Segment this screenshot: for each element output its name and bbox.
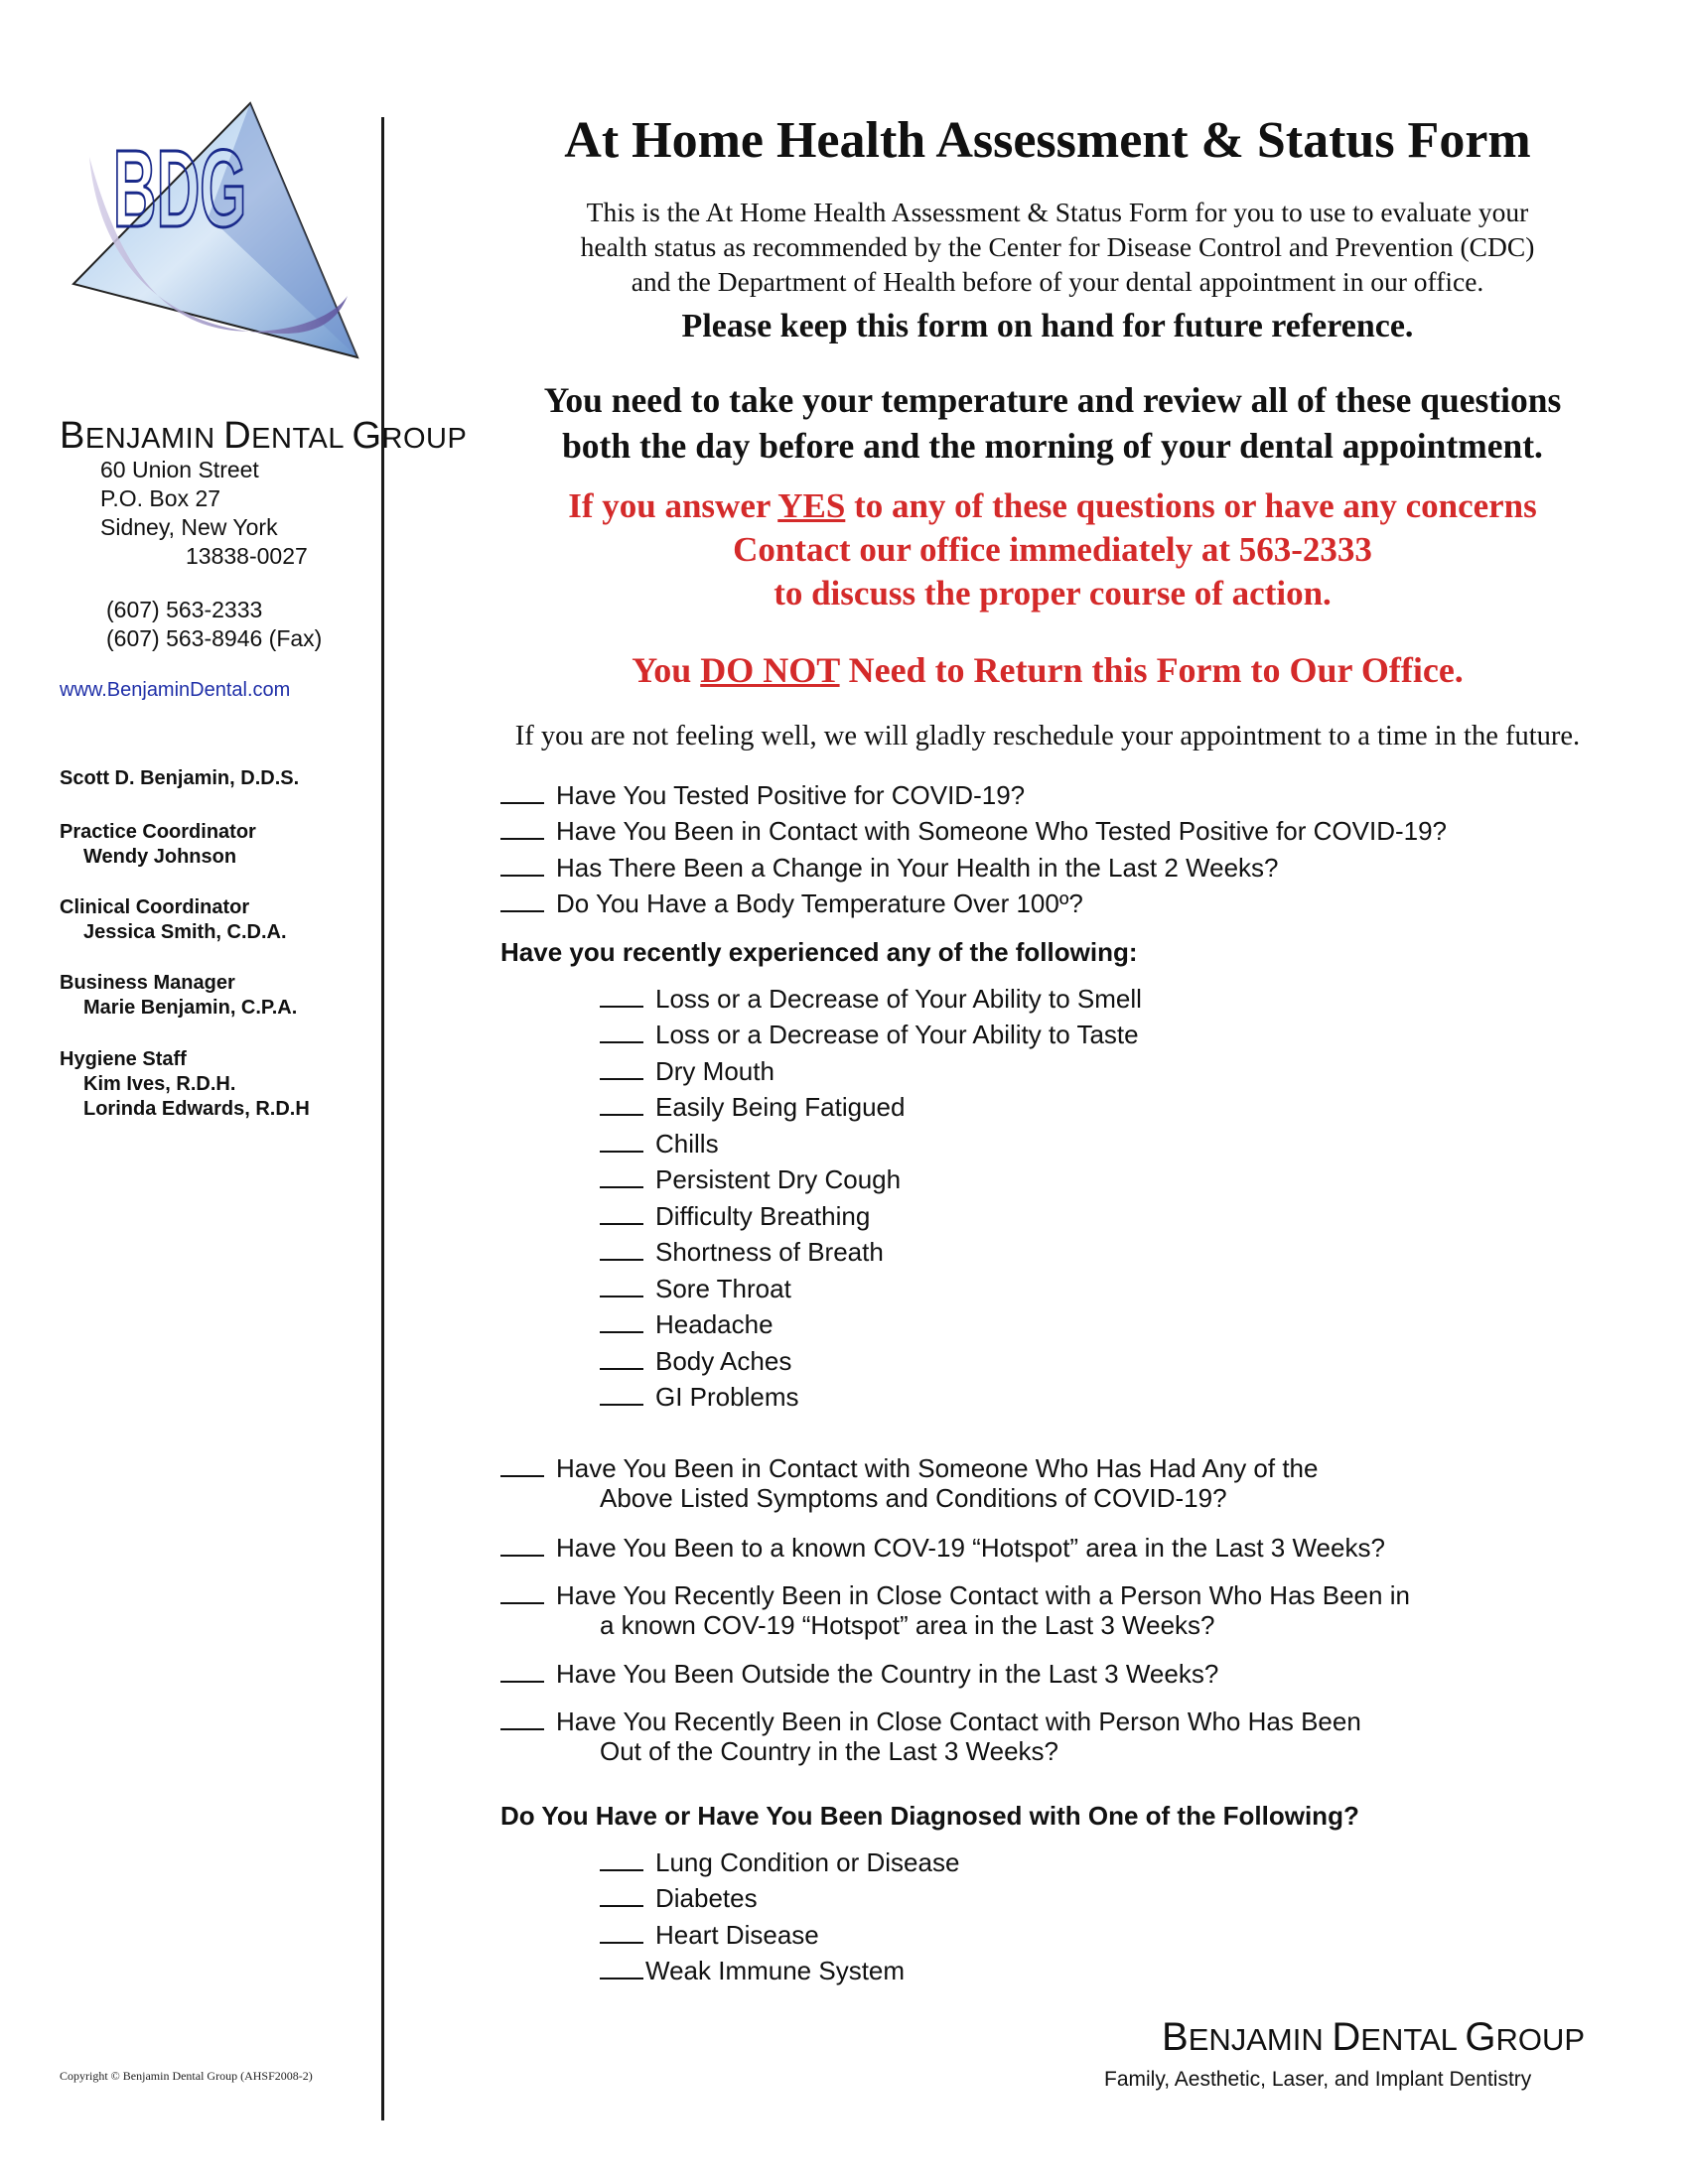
instruction-line: You need to take your temperature and review all of these questions: [543, 380, 1562, 420]
symptom-item[interactable]: Difficulty Breathing: [600, 1201, 870, 1231]
answer-blank[interactable]: [500, 1661, 544, 1683]
answer-blank[interactable]: [600, 1166, 643, 1188]
symptom-item[interactable]: Loss or a Decrease of Your Ability to Taste: [600, 1020, 1139, 1049]
sidebar-company-name: BENJAMIN DENTAL GROUP: [60, 415, 468, 457]
exposure-question-contact-symptoms[interactable]: Have You Been in Contact with Someone Who Has Had Any of the Above Listed Symptoms and Conditions of COVID-19?: [500, 1453, 1318, 1513]
symptoms-heading: Have you recently experienced any of the following:: [500, 937, 1138, 967]
condition-item[interactable]: Lung Condition or Disease: [600, 1847, 959, 1877]
exposure-question-hotspot[interactable]: Have You Been to a known COV-19 “Hotspot” area in the Last 3 Weeks?: [500, 1533, 1385, 1563]
answer-blank[interactable]: [500, 1535, 544, 1557]
company-logo: [60, 97, 367, 367]
answer-blank[interactable]: [600, 1058, 643, 1080]
staff-hygiene: [60, 1047, 310, 1122]
answer-blank[interactable]: [600, 1203, 643, 1225]
temperature-instructions: [407, 377, 1688, 469]
discuss-line: to discuss the proper course of action.: [774, 574, 1332, 613]
answer-blank[interactable]: [600, 1022, 643, 1043]
staff-role: Clinical Coordinator: [60, 896, 250, 918]
staff-person: Jessica Smith, C.D.A.: [83, 921, 287, 943]
address-line: Sidney, New York: [100, 514, 278, 540]
symptom-item[interactable]: Shortness of Breath: [600, 1237, 884, 1267]
footer-tagline: Family, Aesthetic, Laser, and Implant Dentistry: [1104, 2068, 1532, 2091]
keep-form-notice: Please keep this form on hand for future reference.: [681, 308, 1414, 344]
answer-blank[interactable]: [600, 1131, 643, 1153]
symptom-item[interactable]: Body Aches: [600, 1346, 791, 1376]
answer-blank[interactable]: [500, 1708, 544, 1730]
staff-business-manager: [60, 971, 297, 1021]
staff-person: Wendy Johnson: [83, 846, 237, 868]
copyright: Copyright © Benjamin Dental Group (AHSF2008-2): [60, 2069, 313, 2083]
answer-blank[interactable]: [600, 1849, 643, 1871]
staff-practice-coordinator: [60, 820, 256, 870]
question-health-change[interactable]: Has There Been a Change in Your Health in the Last 2 Weeks?: [500, 853, 1279, 883]
yes-warning-line: If you answer YES to any of these questions or have any concerns: [568, 486, 1537, 525]
answer-blank[interactable]: [600, 986, 643, 1008]
intro-line: This is the At Home Health Assessment & Status Form for you to use to evaluate your: [586, 197, 1529, 227]
fax-number: (607) 563-8946 (Fax): [106, 625, 323, 651]
phone-number: (607) 563-2333: [106, 597, 263, 622]
address-line: 60 Union Street: [100, 457, 259, 482]
question-tested-positive[interactable]: Have You Tested Positive for COVID-19?: [500, 780, 1025, 810]
staff-role: Scott D. Benjamin, D.D.S.: [60, 767, 300, 789]
footer-company-name: BENJAMIN DENTAL GROUP: [1162, 2015, 1586, 2059]
contact-line: Contact our office immediately at 563-2333: [733, 530, 1372, 569]
answer-blank[interactable]: [600, 1311, 643, 1333]
logo-text: BDG: [112, 127, 247, 250]
answer-blank[interactable]: [600, 1276, 643, 1297]
address-line: 13838-0027: [186, 543, 308, 569]
condition-item[interactable]: Heart Disease: [600, 1920, 819, 1950]
symptom-item[interactable]: Loss or a Decrease of Your Ability to Smell: [600, 984, 1142, 1014]
staff-role: Practice Coordinator: [60, 821, 256, 843]
address-line: P.O. Box 27: [100, 485, 221, 511]
symptom-item[interactable]: Dry Mouth: [600, 1056, 774, 1086]
answer-blank[interactable]: [500, 818, 544, 840]
do-not-emphasis: DO NOT: [700, 650, 840, 690]
staff-role: Business Manager: [60, 972, 235, 994]
answer-blank[interactable]: [500, 1455, 544, 1477]
answer-blank[interactable]: [600, 1958, 643, 1979]
answer-blank[interactable]: [500, 782, 544, 804]
symptom-item[interactable]: Persistent Dry Cough: [600, 1164, 901, 1194]
staff-person: Lorinda Edwards, R.D.H: [83, 1098, 310, 1120]
symptom-item[interactable]: Headache: [600, 1309, 774, 1339]
symptom-item[interactable]: GI Problems: [600, 1382, 799, 1412]
symptom-item[interactable]: Easily Being Fatigued: [600, 1092, 905, 1122]
yes-warning: [407, 484, 1688, 615]
intro-paragraph: [417, 195, 1688, 299]
exposure-question-travel-contact[interactable]: Have You Recently Been in Close Contact with Person Who Has Been Out of the Country in the Last 3 Weeks?: [500, 1706, 1361, 1766]
answer-blank[interactable]: [600, 1348, 643, 1370]
yes-emphasis: YES: [777, 486, 846, 525]
website-link[interactable]: www.BenjaminDental.com: [60, 679, 291, 701]
diagnosed-heading: Do You Have or Have You Been Diagnosed with One of the Following?: [500, 1801, 1359, 1831]
sidebar-address: [100, 456, 308, 571]
answer-blank[interactable]: [600, 1885, 643, 1907]
symptom-item[interactable]: Chills: [600, 1129, 719, 1159]
reschedule-notice: If you are not feeling well, we will gladly reschedule your appointment to a time in the future.: [514, 721, 1581, 751]
staff-dentist: [60, 766, 299, 791]
answer-blank[interactable]: [600, 1094, 643, 1116]
sidebar-contact: [106, 596, 322, 653]
page-title: At Home Health Assessment & Status Form: [564, 112, 1531, 169]
exposure-question-outside-country[interactable]: Have You Been Outside the Country in the Last 3 Weeks?: [500, 1659, 1218, 1689]
symptom-item[interactable]: Sore Throat: [600, 1274, 791, 1303]
exposure-question-hotspot-contact[interactable]: Have You Recently Been in Close Contact with a Person Who Has Been in a known COV-19 “Hotspot” area in the Last 3 Weeks?: [500, 1580, 1410, 1640]
answer-blank[interactable]: [600, 1384, 643, 1406]
intro-line: health status as recommended by the Center for Disease Control and Prevention (CDC): [580, 231, 1535, 262]
answer-blank[interactable]: [600, 1922, 643, 1944]
staff-person: Kim Ives, R.D.H.: [83, 1073, 236, 1095]
condition-item[interactable]: Weak Immune System: [600, 1956, 905, 1985]
question-temperature[interactable]: Do You Have a Body Temperature Over 100º?: [500, 888, 1083, 918]
answer-blank[interactable]: [500, 890, 544, 912]
intro-line: and the Department of Health before of your dental appointment in our office.: [631, 266, 1484, 297]
answer-blank[interactable]: [500, 855, 544, 877]
staff-person: Marie Benjamin, C.P.A.: [83, 997, 298, 1019]
answer-blank[interactable]: [600, 1239, 643, 1261]
instruction-line: both the day before and the morning of your dental appointment.: [562, 426, 1543, 466]
staff-role: Hygiene Staff: [60, 1048, 187, 1070]
answer-blank[interactable]: [500, 1582, 544, 1604]
condition-item[interactable]: Diabetes: [600, 1883, 758, 1913]
do-not-return-notice: You DO NOT Need to Return this Form to Our Office.: [632, 650, 1464, 690]
question-contact-positive[interactable]: Have You Been in Contact with Someone Who Tested Positive for COVID-19?: [500, 816, 1447, 846]
staff-clinical-coordinator: [60, 895, 287, 945]
